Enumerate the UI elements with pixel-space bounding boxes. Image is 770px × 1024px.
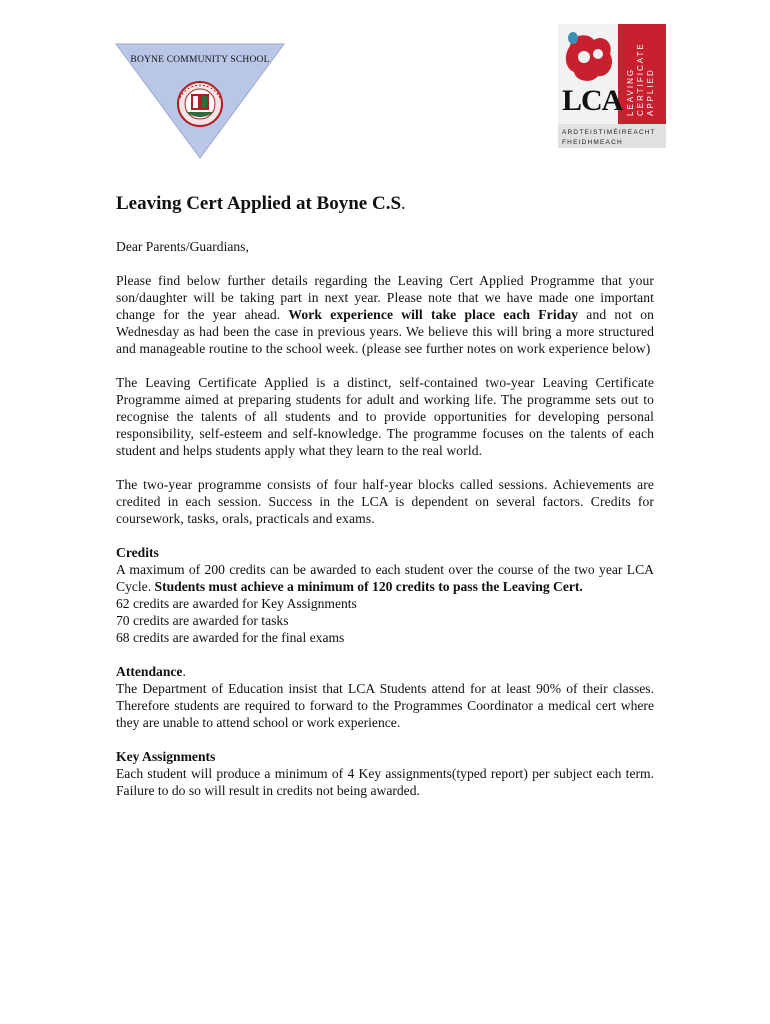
attendance-heading-dot: .: [182, 664, 186, 679]
intro-text-cont: and not on Wednesday as had been the case in previous years. We believe this will bring a more structured and manageable routine to the school week. (please see further notes on work experience below): [116, 307, 655, 356]
credits-text-bold: Students must achieve a minimum of 120 credits to pass the Leaving Cert.: [154, 579, 583, 594]
credits-section: [116, 544, 654, 646]
lca-vertical-line: LEAVING: [626, 67, 635, 116]
intro-paragraph: [116, 272, 654, 357]
attendance-heading-text: Attendance: [116, 664, 183, 679]
lca-vertical-line: CERTIFICATE: [636, 42, 645, 116]
lca-vertical-label: [618, 24, 666, 124]
lca-irish-line: ARDTEISTIMÉIREACHT: [562, 129, 656, 136]
attendance-text: The Department of Education insist that LCA Students attend for at least 90% of their classes. Therefore students are required to forward to the Programmes Coordinator a medical cert where they are unable to attend school or work experience.: [116, 681, 654, 730]
lca-vertical-line: APPLIED: [646, 68, 655, 116]
programme-structure-paragraph: The two-year programme consists of four half-year blocks called sessions. Achievements are credited in each session. Success in the LCA is dependent on several factors. Credits for coursework, tasks, orals, practicals and exams.: [116, 477, 654, 526]
credits-heading: Credits: [116, 545, 159, 560]
attendance-section: [116, 663, 654, 731]
key-assignments-text: Each student will produce a minimum of 4 Key assignments(typed report) per subject each term. Failure to do so will result in credits not being awarded.: [116, 766, 654, 798]
credits-line: 70 credits are awarded for tasks: [116, 613, 289, 628]
lca-description-paragraph: The Leaving Certificate Applied is a distinct, self-contained two-year Leaving Certificate Programme aimed at preparing students for adult and working life. The programme sets out to recognise the talents of all students and to provide opportunities for developing personal responsibility, self-esteem and self-knowledge. The programme focuses on the talents of each student and helps students apply what they learn to the real world.: [116, 375, 654, 458]
intro-bold-text: Work experience will take place each Friday: [288, 307, 579, 322]
credits-line: 62 credits are awarded for Key Assignments: [116, 596, 357, 611]
credits-text-normal: A maximum of 200 credits can be awarded to each student over the course of the two year LCA Cycle.: [116, 562, 654, 594]
lca-irish-line: FHEIDHMEACH: [562, 139, 623, 146]
credits-line: 68 credits are awarded for the final exams: [116, 630, 345, 645]
document-title: [116, 192, 654, 216]
school-crest-logo: [114, 42, 286, 160]
title-dot: .: [401, 193, 406, 214]
salutation: Dear Parents/Guardians,: [116, 239, 249, 254]
key-assignments-heading: Key Assignments: [116, 749, 216, 764]
school-name: BOYNE COMMUNITY SCHOOL: [130, 55, 270, 65]
credits-text: [116, 561, 654, 595]
lca-logo-text: LCA: [562, 84, 623, 117]
letter-body: [116, 192, 654, 816]
title-text: Leaving Cert Applied at Boyne C.S: [116, 193, 402, 214]
attendance-heading: [116, 663, 654, 680]
lca-irish-label: [562, 128, 666, 148]
intro-text: Please find below further details regarding the Leaving Cert Applied Programme that your son/daughter will be taking part in next year. Please note that we have made one important change for the year ahead.: [116, 273, 654, 322]
key-assignments-section: [116, 748, 654, 799]
